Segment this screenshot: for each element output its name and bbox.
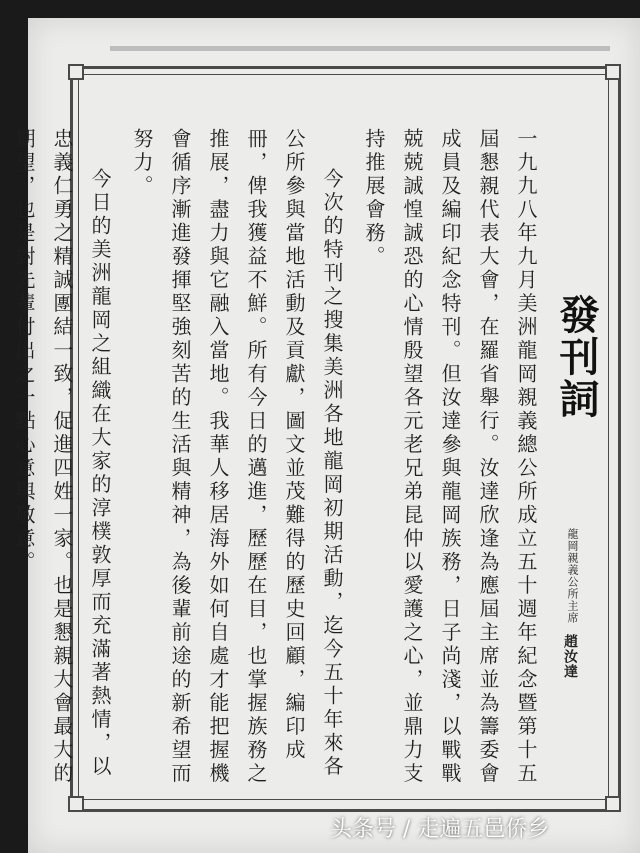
- signature: [560, 528, 580, 679]
- signature-name: 趙汝達: [562, 634, 578, 679]
- body-text: [1, 128, 545, 788]
- watermark: 头条号 / 走遍五邑侨乡: [330, 817, 550, 842]
- frame-corner: [68, 64, 84, 80]
- paragraph: 一九九八年九月美洲龍岡親義總公所成立五十週年紀念暨第十五屆懇親代表大會，在羅省舉行。汝達欣逢為應屆主席並為籌委會成員及編印紀念特刊。但汝達參與龍岡族務，日子尚淺，以戰戰兢兢誠惶誠恐的心情殷望各元老兄弟昆仲以愛護之心，並鼎力支持推展會務。: [362, 128, 538, 786]
- page-title: 發刊詞: [553, 294, 599, 420]
- signature-org: 龍岡親義公所主席: [566, 528, 579, 624]
- frame-corner: [68, 796, 84, 812]
- paragraph: 今次的特刊之搜集美洲各地龍岡初期活動，迄今五十年來各公所參與當地活動及貢獻，圖文並茂難得的歷史回顧，編印成冊，俾我獲益不鮮。所有今日的邁進，歷歷在目，也掌握族務之推展，盡力與它融入當地。我華人移居海外如何自處才能把握機會循序漸進發揮堅強刻苦的生活與精神，為後輩前途的新希望而努力。: [130, 128, 344, 786]
- frame-corner: [605, 796, 621, 812]
- frame-corner: [605, 64, 621, 80]
- top-rule: [110, 46, 610, 51]
- paragraph: 今日的美洲龍岡之組織在大家的淳樸敦厚而充滿著熱情，以忠義仁勇之精誠團結一致，促進四姓一家。也是懇親大會最大的期望，也是對先輩付出之一點心意與敬意。: [12, 128, 112, 786]
